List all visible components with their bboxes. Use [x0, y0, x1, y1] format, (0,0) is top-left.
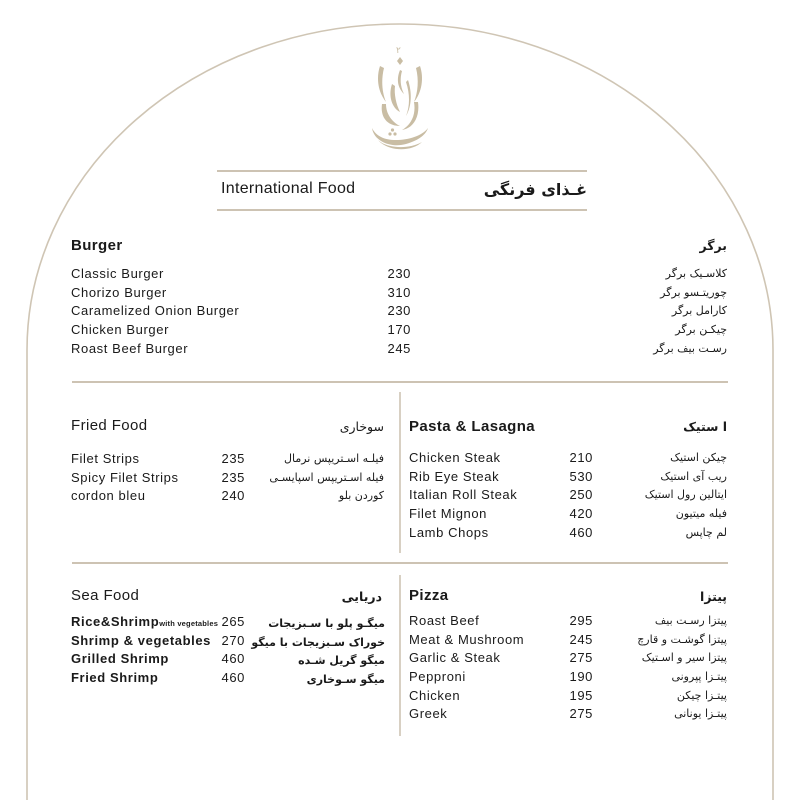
menu-item [409, 525, 727, 544]
item-name-en: Chorizo Burger [71, 284, 167, 300]
item-name-fa: فیله اسـتریپس اسپایسـی [269, 470, 384, 484]
section-divider [72, 562, 728, 564]
item-name-fa: لم چاپس [685, 525, 727, 539]
item-name-fa: خوراک سـبزیجات با میگو [251, 635, 385, 649]
item-name-en: Filet Mignon [409, 506, 488, 522]
item-name-fa: فیله میتیون [675, 507, 727, 521]
item-price: 230 [387, 303, 411, 319]
item-name-note: with vegetables [159, 619, 219, 628]
section-title-burger-en: Burger [71, 237, 123, 254]
menu-item [71, 488, 384, 507]
item-price: 270 [221, 632, 245, 648]
item-price: 235 [221, 469, 245, 485]
item-name-en: Grilled Shrimp [71, 651, 169, 667]
item-price: 420 [569, 506, 593, 522]
item-name-en: Caramelized Onion Burger [71, 303, 240, 319]
menu-item [409, 669, 727, 688]
item-price: 265 [221, 614, 245, 629]
menu-item [409, 632, 727, 651]
item-name-en: Italian Roll Steak [409, 487, 518, 503]
item-name-en: Lamb Chops [409, 524, 489, 540]
svg-text:٢: ٢ [396, 46, 401, 56]
menu-item [71, 670, 385, 689]
item-name-fa: پیتزا گوشـت و قارچ [637, 632, 727, 646]
item-name-en: cordon bleu [71, 488, 146, 504]
item-price: 245 [387, 340, 411, 356]
item-price: 195 [569, 687, 593, 703]
item-name-fa: رسـت بیف برگر [653, 341, 727, 355]
menu-item [71, 285, 729, 304]
item-name-en: Shrimp & vegetables [71, 632, 211, 648]
item-price: 460 [221, 651, 245, 667]
item-name-en: Chicken Steak [409, 450, 501, 465]
item-price: 245 [569, 631, 593, 647]
item-name-fa: ریب آی استیک [660, 469, 727, 483]
menu-item [71, 303, 729, 322]
item-name-fa: پیتزا سیر و اسـتیک [641, 651, 727, 665]
item-price: 275 [569, 650, 593, 666]
item-name-fa: پیتـزا چیکن [676, 688, 727, 702]
item-name-en: Classic Burger [71, 266, 164, 281]
item-price: 170 [387, 322, 411, 338]
fried-list [71, 451, 384, 507]
item-name-en: Filet Strips [71, 451, 140, 466]
item-name-en [71, 614, 218, 629]
header-title-fa: غـذای فرنگی [483, 180, 587, 199]
item-price: 275 [569, 706, 593, 722]
menu-item [71, 470, 384, 489]
section-title-sea-fa: دریایی [341, 589, 382, 604]
section-title-fried-en: Fried Food [71, 417, 148, 434]
section-title-pasta-en: Pasta & Lasagna [409, 418, 536, 435]
item-name-en: Spicy Filet Strips [71, 469, 179, 485]
pizza-list [409, 613, 727, 725]
item-name-en: Rib Eye Steak [409, 468, 500, 484]
brand-logo [362, 44, 438, 154]
header-top-divider [217, 170, 587, 172]
item-price: 235 [221, 451, 245, 466]
section-title-fried-fa: سوخاری [339, 419, 384, 434]
menu-item [71, 633, 385, 652]
column-divider [399, 392, 401, 553]
item-price: 460 [569, 524, 593, 540]
item-name-fa: میگـو پلو با سـبزیجات [268, 617, 385, 630]
section-title-burger-fa: برگر [699, 238, 727, 253]
item-name-fa: ایتالین رول استیک [644, 488, 727, 502]
menu-item [409, 650, 727, 669]
item-name-en: Chicken Burger [71, 322, 169, 338]
item-name-fa: کارامل برگر [671, 304, 727, 318]
item-price: 240 [221, 488, 245, 504]
item-name-fa: میگو گریل شـده [298, 654, 385, 668]
menu-item [409, 506, 727, 525]
item-name-en: Garlic & Steak [409, 650, 501, 666]
item-name-fa: چیکـن برگر [675, 323, 727, 337]
item-price: 190 [569, 669, 593, 685]
menu-item [71, 341, 729, 360]
item-price: 310 [387, 284, 411, 300]
section-title-sea-en: Sea Food [71, 587, 140, 604]
item-name-fa: پیتزا رسـت بیف [654, 614, 727, 627]
menu-item [71, 266, 729, 285]
item-name-en: Roast Beef [409, 613, 480, 628]
item-name-fa: کوردن بلو [338, 489, 384, 503]
menu-item [409, 706, 727, 725]
item-name-main: Rice&Shrimp [71, 614, 160, 629]
menu-item [71, 651, 385, 670]
item-price: 460 [221, 670, 245, 686]
menu-item [409, 688, 727, 707]
menu-item [409, 450, 727, 469]
section-title-pasta-fa: ا ستیک [683, 419, 727, 434]
item-name-fa: میگو سـوخاری [306, 673, 385, 687]
item-name-fa: چیکن استیک [670, 451, 727, 464]
item-price: 210 [569, 450, 593, 465]
item-name-fa: فیلـه اسـتریپس نرمال [284, 452, 384, 465]
section-divider [72, 381, 728, 383]
item-name-en: Fried Shrimp [71, 670, 159, 686]
item-name-en: Roast Beef Burger [71, 340, 189, 356]
section-title-pizza-en: Pizza [409, 587, 449, 604]
item-name-fa: کلاسـیک برگر [665, 267, 727, 280]
header-bottom-divider [217, 209, 587, 211]
item-price: 250 [569, 487, 593, 503]
header-title-en: International Food [221, 180, 356, 197]
item-name-fa: پیتـزا پپرونی [671, 670, 727, 684]
menu-item [71, 614, 385, 633]
item-name-en: Pepproni [409, 669, 466, 685]
burger-list [71, 266, 729, 359]
menu-item [71, 322, 729, 341]
item-price: 295 [569, 613, 593, 628]
pasta-list [409, 450, 727, 543]
menu-item [409, 469, 727, 488]
item-price: 530 [569, 468, 593, 484]
menu-item [409, 613, 727, 632]
column-divider [399, 575, 401, 736]
item-price: 230 [387, 266, 411, 281]
seafood-list [71, 614, 385, 689]
menu-item [71, 451, 384, 470]
item-name-fa: چوریتـسو برگر [660, 285, 727, 299]
section-title-pizza-fa: پیتزا [700, 589, 727, 604]
item-name-en: Greek [409, 706, 448, 722]
menu-item [409, 487, 727, 506]
item-name-en: Meat & Mushroom [409, 631, 525, 647]
item-name-fa: پیتـزا یونانی [674, 707, 727, 721]
item-name-en: Chicken [409, 687, 461, 703]
